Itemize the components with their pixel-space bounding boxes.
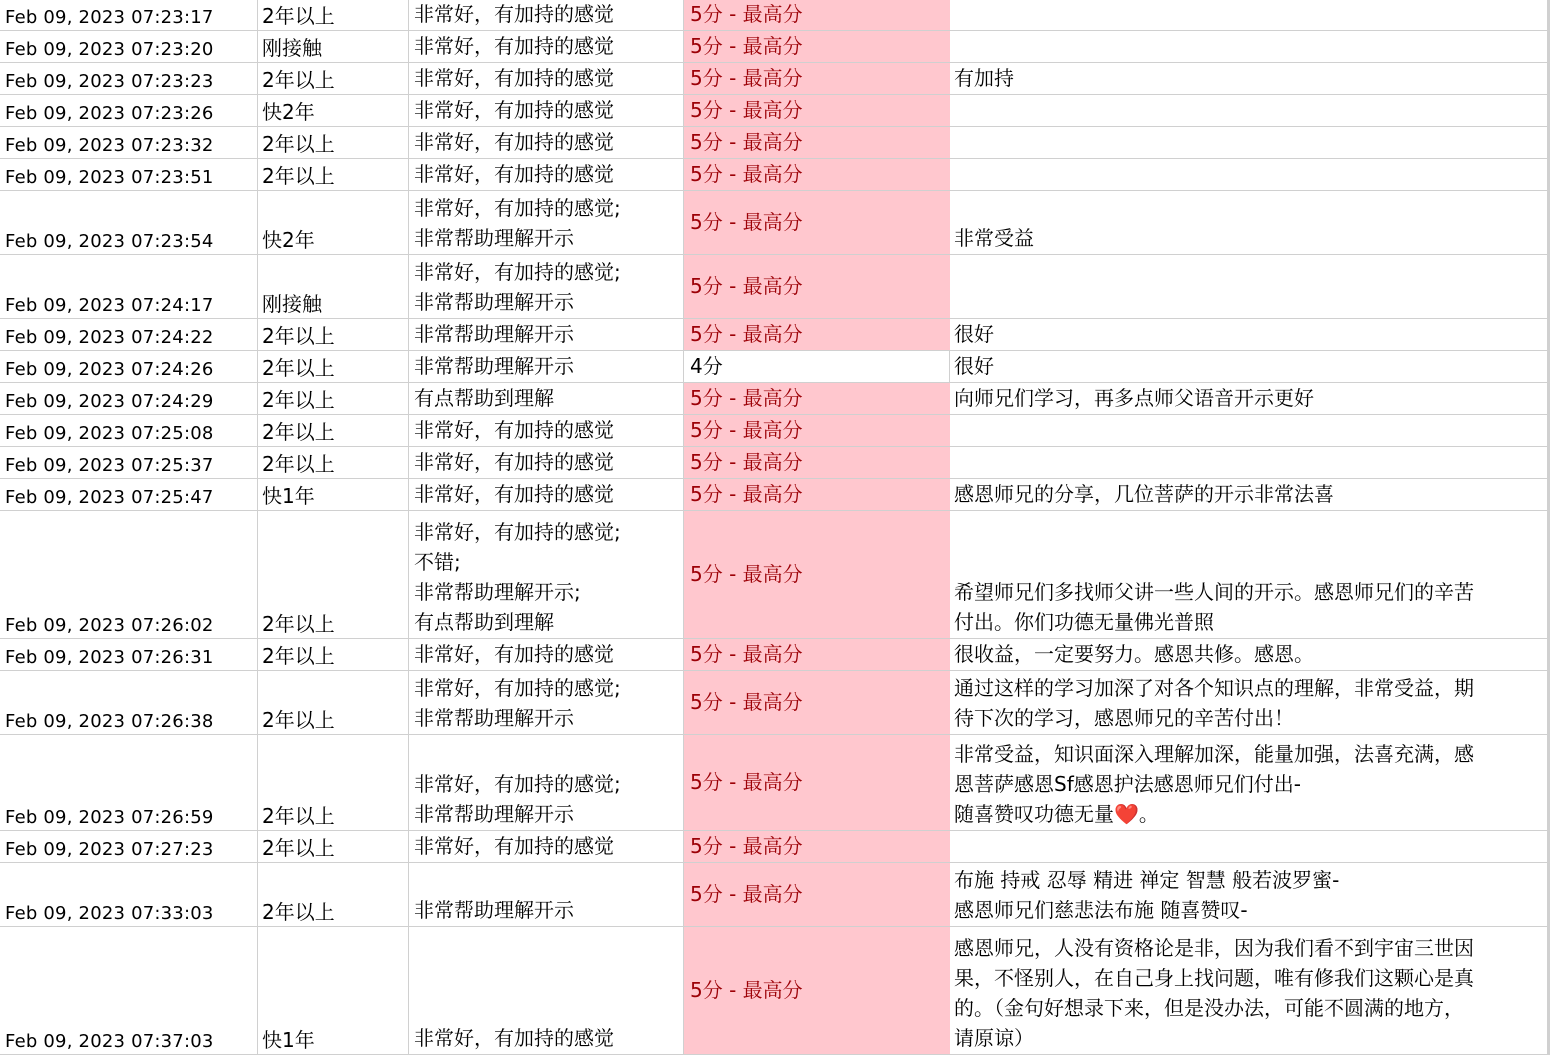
timestamp-cell-text: Feb 09, 2023 07:24:29 [5,391,214,412]
comment-cell[interactable] [950,927,1548,1054]
feedback-cell-text: 非常好，有加持的感觉 [414,418,614,442]
duration-cell[interactable] [258,671,409,734]
timestamp-cell[interactable] [0,127,258,158]
feedback-cell-text: 非常好，有加持的感觉 [414,2,614,26]
timestamp-cell[interactable] [0,191,258,254]
timestamp-cell-text: Feb 09, 2023 07:37:03 [5,1031,214,1052]
score-cell[interactable] [684,0,950,30]
table-row[interactable] [0,383,1550,415]
duration-cell[interactable] [258,255,409,318]
duration-cell[interactable] [258,927,409,1054]
score-cell-text: 5分 - 最高分 [690,690,803,714]
timestamp-cell-text: Feb 09, 2023 07:33:03 [5,903,214,924]
duration-cell[interactable] [258,415,409,446]
score-cell[interactable] [684,127,950,158]
duration-cell[interactable] [258,447,409,478]
timestamp-cell[interactable] [0,95,258,126]
table-row[interactable] [0,255,1550,319]
score-cell[interactable] [684,671,950,734]
comment-cell[interactable] [950,639,1548,670]
score-cell[interactable] [684,255,950,318]
duration-cell[interactable] [258,831,409,862]
score-cell-text: 5分 - 最高分 [690,130,803,154]
table-row[interactable] [0,159,1550,191]
score-cell-text: 5分 - 最高分 [690,34,803,58]
comment-cell[interactable] [950,511,1548,638]
duration-cell-text: 2年以上 [262,644,335,668]
comment-cell[interactable] [950,447,1548,478]
feedback-cell-text: 非常好，有加持的感觉 [414,130,614,154]
timestamp-cell[interactable] [0,927,258,1054]
duration-cell[interactable] [258,95,409,126]
duration-cell-text: 快2年 [262,228,315,252]
timestamp-cell-text: Feb 09, 2023 07:23:51 [5,167,214,188]
timestamp-cell-text: Feb 09, 2023 07:25:08 [5,423,214,444]
feedback-cell[interactable] [409,0,684,30]
timestamp-cell-text: Feb 09, 2023 07:24:22 [5,327,214,348]
comment-cell-text: 向师兄们学习，再多点师父语音开示更好 [954,386,1314,410]
timestamp-cell[interactable] [0,31,258,62]
timestamp-cell-text: Feb 09, 2023 07:26:31 [5,647,214,668]
comment-cell[interactable] [950,351,1548,382]
score-cell[interactable] [684,383,950,414]
score-cell[interactable] [684,927,950,1054]
comment-cell-text: 希望师兄们多找师父讲一些人间的开示。感恩师兄们的辛苦 付出。你们功德无量佛光普照 [954,580,1474,634]
table-row[interactable] [0,927,1550,1055]
comment-cell-text: 感恩师兄，人没有资格论是非，因为我们看不到宇宙三世因 果，不怪别人，在自己身上找问题，唯有修我们这颗心是真 的。（金句好想录下来，但是没办法，可能不圆满的地方， 请原谅） [954,936,1474,1050]
timestamp-cell[interactable] [0,63,258,94]
comment-cell-text: 感恩师兄的分享，几位菩萨的开示非常法喜 [954,482,1334,506]
feedback-cell-text: 非常好，有加持的感觉 [414,482,614,506]
duration-cell[interactable] [258,319,409,350]
comment-cell-text: 通过这样的学习加深了对各个知识点的理解，非常受益，期 待下次的学习，感恩师兄的辛苦付出！ [954,676,1474,730]
timestamp-cell-text: Feb 09, 2023 07:23:32 [5,135,214,156]
score-cell-text: 5分 - 最高分 [690,162,803,186]
feedback-cell-text: 非常好，有加持的感觉 [414,642,614,666]
feedback-cell[interactable] [409,383,684,414]
duration-cell-text: 刚接触 [262,36,322,60]
duration-cell-text: 2年以上 [262,4,335,28]
table-row[interactable] [0,95,1550,127]
score-cell[interactable] [684,351,950,382]
table-row[interactable] [0,127,1550,159]
comment-cell[interactable] [950,415,1548,446]
score-cell-text: 5分 - 最高分 [690,482,803,506]
comment-cell-text: 布施 持戒 忍辱 精进 禅定 智慧 般若波罗蜜- 感恩师兄们慈悲法布施 随喜赞叹- [954,868,1340,922]
duration-cell-text: 2年以上 [262,356,335,380]
feedback-cell[interactable] [409,95,684,126]
score-cell-text: 5分 - 最高分 [690,322,803,346]
score-cell[interactable] [684,319,950,350]
feedback-cell-text: 非常好，有加持的感觉; 非常帮助理解开示 [414,772,621,826]
duration-cell[interactable] [258,63,409,94]
duration-cell[interactable] [258,351,409,382]
timestamp-cell-text: Feb 09, 2023 07:26:38 [5,711,214,732]
comment-cell[interactable] [950,735,1548,830]
feedback-cell[interactable] [409,735,684,830]
feedback-cell[interactable] [409,447,684,478]
score-cell-text: 5分 - 最高分 [690,418,803,442]
timestamp-cell[interactable] [0,735,258,830]
timestamp-cell[interactable] [0,383,258,414]
timestamp-cell-text: Feb 09, 2023 07:26:02 [5,615,214,636]
duration-cell-text: 2年以上 [262,708,335,732]
comment-cell-text: 非常受益 [954,226,1034,250]
timestamp-cell-text: Feb 09, 2023 07:26:59 [5,807,214,828]
timestamp-cell[interactable] [0,447,258,478]
feedback-cell[interactable] [409,127,684,158]
timestamp-cell[interactable] [0,863,258,926]
comment-cell-text: 很收益，一定要努力。感恩共修。感恩。 [954,642,1314,666]
duration-cell[interactable] [258,127,409,158]
score-cell[interactable] [684,863,950,926]
score-cell-text: 5分 - 最高分 [690,66,803,90]
duration-cell[interactable] [258,479,409,510]
timestamp-cell-text: Feb 09, 2023 07:23:23 [5,71,214,92]
score-cell[interactable] [684,479,950,510]
duration-cell[interactable] [258,863,409,926]
timestamp-cell-text: Feb 09, 2023 07:23:26 [5,103,214,124]
table-row[interactable] [0,191,1550,255]
score-cell[interactable] [684,191,950,254]
timestamp-cell[interactable] [0,0,258,30]
score-cell-text: 5分 - 最高分 [690,978,803,1002]
duration-cell-text: 2年以上 [262,452,335,476]
score-cell-text: 5分 - 最高分 [690,562,803,586]
feedback-cell-text: 非常好，有加持的感觉; 非常帮助理解开示 [414,676,621,730]
comment-cell[interactable] [950,863,1548,926]
timestamp-cell-text: Feb 09, 2023 07:24:17 [5,295,214,316]
comment-cell[interactable] [950,479,1548,510]
feedback-cell-text: 非常好，有加持的感觉 [414,34,614,58]
feedback-cell-text: 非常好，有加持的感觉 [414,162,614,186]
timestamp-cell-text: Feb 09, 2023 07:25:47 [5,487,214,508]
score-cell[interactable] [684,159,950,190]
feedback-cell-text: 非常好，有加持的感觉 [414,98,614,122]
timestamp-cell[interactable] [0,255,258,318]
feedback-cell-text: 非常好，有加持的感觉 [414,1026,614,1050]
feedback-cell[interactable] [409,319,684,350]
duration-cell-text: 2年以上 [262,420,335,444]
timestamp-cell-text: Feb 09, 2023 07:24:26 [5,359,214,380]
feedback-cell[interactable] [409,159,684,190]
duration-cell-text: 2年以上 [262,612,335,636]
score-cell-text: 5分 - 最高分 [690,770,803,794]
duration-cell-text: 2年以上 [262,388,335,412]
score-cell-text: 5分 - 最高分 [690,274,803,298]
comment-cell[interactable] [950,159,1548,190]
duration-cell[interactable] [258,159,409,190]
timestamp-cell[interactable] [0,671,258,734]
table-row[interactable] [0,639,1550,671]
timestamp-cell[interactable] [0,351,258,382]
comment-cell[interactable] [950,191,1548,254]
comment-cell[interactable] [950,127,1548,158]
duration-cell-text: 2年以上 [262,836,335,860]
table-row[interactable] [0,351,1550,383]
duration-cell-text: 2年以上 [262,900,335,924]
feedback-cell-text: 非常好，有加持的感觉; 非常帮助理解开示 [414,196,621,250]
feedback-cell-text: 非常好，有加持的感觉 [414,66,614,90]
duration-cell-text: 快1年 [262,484,315,508]
feedback-cell[interactable] [409,31,684,62]
feedback-cell[interactable] [409,415,684,446]
duration-cell-text: 快1年 [262,1028,315,1052]
feedback-cell[interactable] [409,863,684,926]
feedback-cell-text: 非常帮助理解开示 [414,322,574,346]
comment-cell-text: 很好 [954,322,994,346]
duration-cell[interactable] [258,191,409,254]
timestamp-cell[interactable] [0,831,258,862]
duration-cell-text: 2年以上 [262,804,335,828]
comment-cell[interactable] [950,95,1548,126]
score-cell-text: 4分 [690,354,723,378]
duration-cell[interactable] [258,0,409,30]
score-cell[interactable] [684,511,950,638]
feedback-cell[interactable] [409,351,684,382]
comment-cell[interactable] [950,319,1548,350]
table-row[interactable] [0,735,1550,831]
timestamp-cell-text: Feb 09, 2023 07:23:20 [5,39,214,60]
comment-cell[interactable] [950,63,1548,94]
score-cell[interactable] [684,415,950,446]
score-cell-text: 5分 - 最高分 [690,642,803,666]
timestamp-cell-text: Feb 09, 2023 07:27:23 [5,839,214,860]
timestamp-cell[interactable] [0,639,258,670]
table-row[interactable] [0,479,1550,511]
score-cell-text: 5分 - 最高分 [690,98,803,122]
comment-cell-text: 非常受益，知识面深入理解加深，能量加强，法喜充满，感 恩菩萨感恩Sf感恩护法感恩师兄们付出- 随喜赞叹功德无量❤️。 [954,742,1474,826]
table-row[interactable] [0,319,1550,351]
score-cell[interactable] [684,639,950,670]
feedback-cell-text: 非常好，有加持的感觉; 非常帮助理解开示 [414,260,621,314]
duration-cell[interactable] [258,31,409,62]
comment-cell[interactable] [950,31,1548,62]
feedback-cell-text: 非常好，有加持的感觉 [414,834,614,858]
feedback-cell-text: 有点帮助到理解 [414,386,554,410]
feedback-cell[interactable] [409,671,684,734]
table-row[interactable] [0,415,1550,447]
feedback-cell[interactable] [409,639,684,670]
score-cell-text: 5分 - 最高分 [690,834,803,858]
duration-cell-text: 刚接触 [262,292,322,316]
duration-cell[interactable] [258,383,409,414]
table-row[interactable] [0,447,1550,479]
comment-cell[interactable] [950,671,1548,734]
table-row[interactable] [0,863,1550,927]
score-cell[interactable] [684,735,950,830]
table-row[interactable] [0,671,1550,735]
feedback-cell[interactable] [409,255,684,318]
comment-cell-text: 很好 [954,354,994,378]
timestamp-cell-text: Feb 09, 2023 07:23:54 [5,231,214,252]
score-cell-text: 5分 - 最高分 [690,386,803,410]
feedback-cell-text: 非常帮助理解开示 [414,354,574,378]
timestamp-cell[interactable] [0,511,258,638]
duration-cell[interactable] [258,639,409,670]
comment-cell[interactable] [950,831,1548,862]
score-cell[interactable] [684,63,950,94]
feedback-cell[interactable] [409,191,684,254]
score-cell[interactable] [684,31,950,62]
score-cell-text: 5分 - 最高分 [690,450,803,474]
duration-cell-text: 2年以上 [262,68,335,92]
duration-cell-text: 2年以上 [262,324,335,348]
score-cell[interactable] [684,447,950,478]
table-row[interactable] [0,0,1550,31]
duration-cell-text: 2年以上 [262,164,335,188]
timestamp-cell[interactable] [0,479,258,510]
duration-cell-text: 快2年 [262,100,315,124]
timestamp-cell[interactable] [0,415,258,446]
feedback-cell-text: 非常好，有加持的感觉; 不错; 非常帮助理解开示; 有点帮助到理解 [414,520,621,634]
feedback-cell[interactable] [409,63,684,94]
table-row[interactable] [0,63,1550,95]
timestamp-cell[interactable] [0,319,258,350]
timestamp-cell[interactable] [0,159,258,190]
comment-cell[interactable] [950,0,1548,30]
feedback-cell[interactable] [409,927,684,1054]
table-row[interactable] [0,31,1550,63]
timestamp-cell-text: Feb 09, 2023 07:23:17 [5,7,214,28]
timestamp-cell-text: Feb 09, 2023 07:25:37 [5,455,214,476]
duration-cell[interactable] [258,511,409,638]
comment-cell-text: 有加持 [954,66,1014,90]
feedback-cell-text: 非常好，有加持的感觉 [414,450,614,474]
feedback-cell[interactable] [409,831,684,862]
score-cell-text: 5分 - 最高分 [690,882,803,906]
feedback-cell[interactable] [409,511,684,638]
table-row[interactable] [0,831,1550,863]
feedback-cell-text: 非常帮助理解开示 [414,898,574,922]
table-row[interactable] [0,511,1550,639]
comment-cell[interactable] [950,255,1548,318]
feedback-cell[interactable] [409,479,684,510]
score-cell-text: 5分 - 最高分 [690,1,803,26]
duration-cell[interactable] [258,735,409,830]
comment-cell[interactable] [950,383,1548,414]
score-cell[interactable] [684,831,950,862]
score-cell[interactable] [684,95,950,126]
duration-cell-text: 2年以上 [262,132,335,156]
score-cell-text: 5分 - 最高分 [690,210,803,234]
